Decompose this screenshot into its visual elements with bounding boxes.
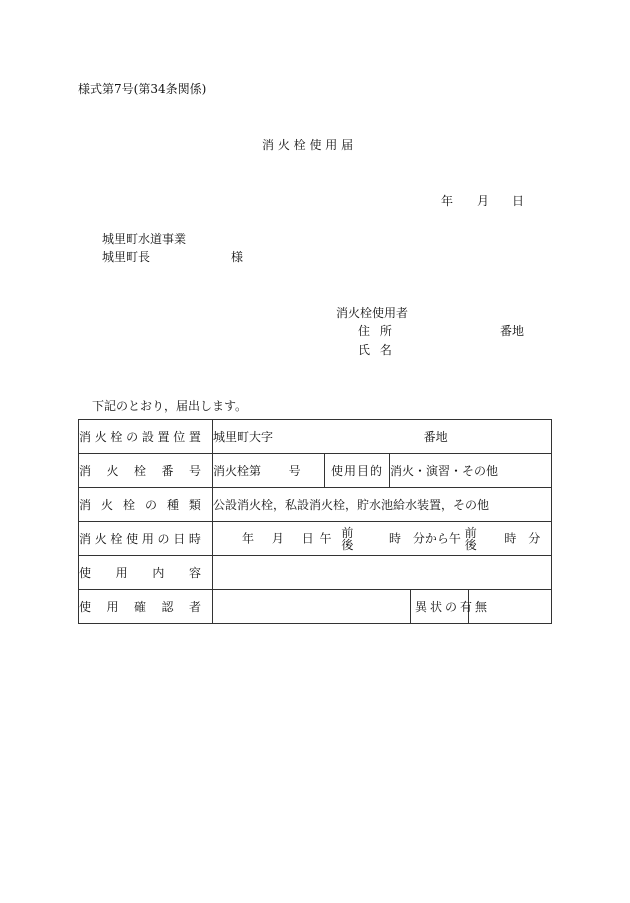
value-hydrant-number[interactable] — [213, 454, 325, 488]
label-hydrant-type — [79, 488, 213, 522]
dt-after-1: 後 — [341, 537, 354, 552]
label-char: 栓 — [133, 463, 146, 478]
label-char: の — [144, 497, 157, 512]
row-datetime — [79, 522, 552, 556]
label-char: 無 — [474, 599, 487, 614]
label-hydrant-number — [79, 454, 213, 488]
label-char: 使 — [79, 565, 92, 580]
dt-ampm-1: 午 — [319, 531, 332, 545]
label-char: 火 — [100, 497, 113, 512]
label-anomaly — [411, 590, 487, 624]
value-usage-content[interactable] — [213, 556, 552, 590]
row-hydrant-number — [79, 454, 552, 488]
label-char: 置 — [188, 429, 201, 444]
label-datetime — [79, 522, 213, 556]
label-char: 用 — [141, 531, 154, 546]
label-char: 使 — [126, 531, 139, 546]
label-char: 設 — [141, 429, 154, 444]
date-day: 日 — [512, 194, 525, 208]
row-hydrant-type — [79, 488, 552, 522]
label-char: 用 — [115, 565, 128, 580]
label-char: 日 — [173, 531, 186, 546]
label-char: 栓 — [110, 429, 123, 444]
label-char: 状 — [429, 599, 442, 614]
label-char: 位 — [173, 429, 186, 444]
dt-before-1: 前 — [341, 525, 354, 540]
label-char: 容 — [188, 565, 201, 580]
hydrant-number-suffix: 号 — [288, 463, 301, 478]
value-location[interactable] — [213, 420, 552, 454]
value-hydrant-type[interactable]: 公設消火栓，私設消火栓，貯水池給水装置，その他 — [213, 488, 552, 522]
label-char: 異 — [415, 599, 428, 614]
label-char: 番 — [161, 463, 174, 478]
label-char: 時 — [188, 531, 201, 546]
location-suffix: 番地 — [423, 429, 448, 444]
label-usage-content — [79, 556, 213, 590]
dt-from: 分から午 — [412, 531, 461, 545]
label-char: 認 — [161, 599, 174, 614]
dt-day: 日 — [301, 531, 314, 545]
label-purpose: 使用目的 — [325, 454, 390, 488]
label-char: の — [444, 599, 457, 614]
label-char: 消 — [79, 531, 92, 546]
dt-before-2: 前 — [464, 525, 477, 540]
dt-minute: 分 — [528, 531, 541, 545]
applicant-name-label: 氏 名 — [358, 343, 392, 357]
label-char: 置 — [157, 429, 170, 444]
label-char: 種 — [166, 497, 179, 512]
label-char: 使 — [79, 599, 92, 614]
value-confirmer[interactable] — [213, 590, 411, 624]
label-char: 消 — [79, 429, 92, 444]
value-datetime[interactable] — [213, 522, 552, 556]
label-char: 類 — [188, 497, 201, 512]
applicant-address-suffix: 番地 — [500, 324, 525, 338]
row-usage-content — [79, 556, 552, 590]
application-table — [78, 419, 552, 624]
date-year: 年 — [441, 194, 454, 208]
label-char: 有 — [459, 599, 472, 614]
value-purpose[interactable]: 消火・演習・その他 — [390, 454, 552, 488]
form-number: 様式第7号(第34条関係) — [78, 82, 207, 96]
label-char: 火 — [94, 429, 107, 444]
label-char: 号 — [188, 463, 201, 478]
row-location — [79, 420, 552, 454]
label-char: 内 — [152, 565, 165, 580]
label-char: 用 — [106, 599, 119, 614]
row-confirmer — [79, 590, 552, 624]
label-char: の — [157, 531, 170, 546]
label-char: 栓 — [110, 531, 123, 546]
label-char: 確 — [133, 599, 146, 614]
label-char: 火 — [94, 531, 107, 546]
dt-hour-1: 時 — [389, 531, 402, 545]
label-char: 消 — [79, 497, 92, 512]
addressee-honorific: 様 — [231, 250, 244, 264]
applicant-address-label: 住 所 — [358, 324, 392, 338]
label-confirmer — [79, 590, 213, 624]
dt-year: 年 — [242, 531, 255, 545]
label-char: 消 — [79, 463, 92, 478]
label-char: 栓 — [122, 497, 135, 512]
dt-after-2: 後 — [464, 537, 477, 552]
applicant-heading: 消火栓使用者 — [336, 306, 409, 320]
label-char: の — [126, 429, 139, 444]
label-char: 火 — [106, 463, 119, 478]
label-location — [79, 420, 213, 454]
dt-hour-2: 時 — [504, 531, 517, 545]
dt-month: 月 — [271, 531, 284, 545]
label-char: 者 — [188, 599, 201, 614]
intro-text: 下記のとおり，届出します。 — [92, 399, 248, 413]
document-title: 消 火 栓 使 用 届 — [262, 138, 354, 152]
addressee-line1: 城里町水道事業 — [102, 232, 187, 246]
addressee-line2: 城里町長 — [102, 250, 151, 264]
date-month: 月 — [477, 194, 490, 208]
hydrant-number-prefix: 消火栓第 — [213, 463, 262, 478]
location-prefix: 城里町大字 — [213, 429, 274, 444]
